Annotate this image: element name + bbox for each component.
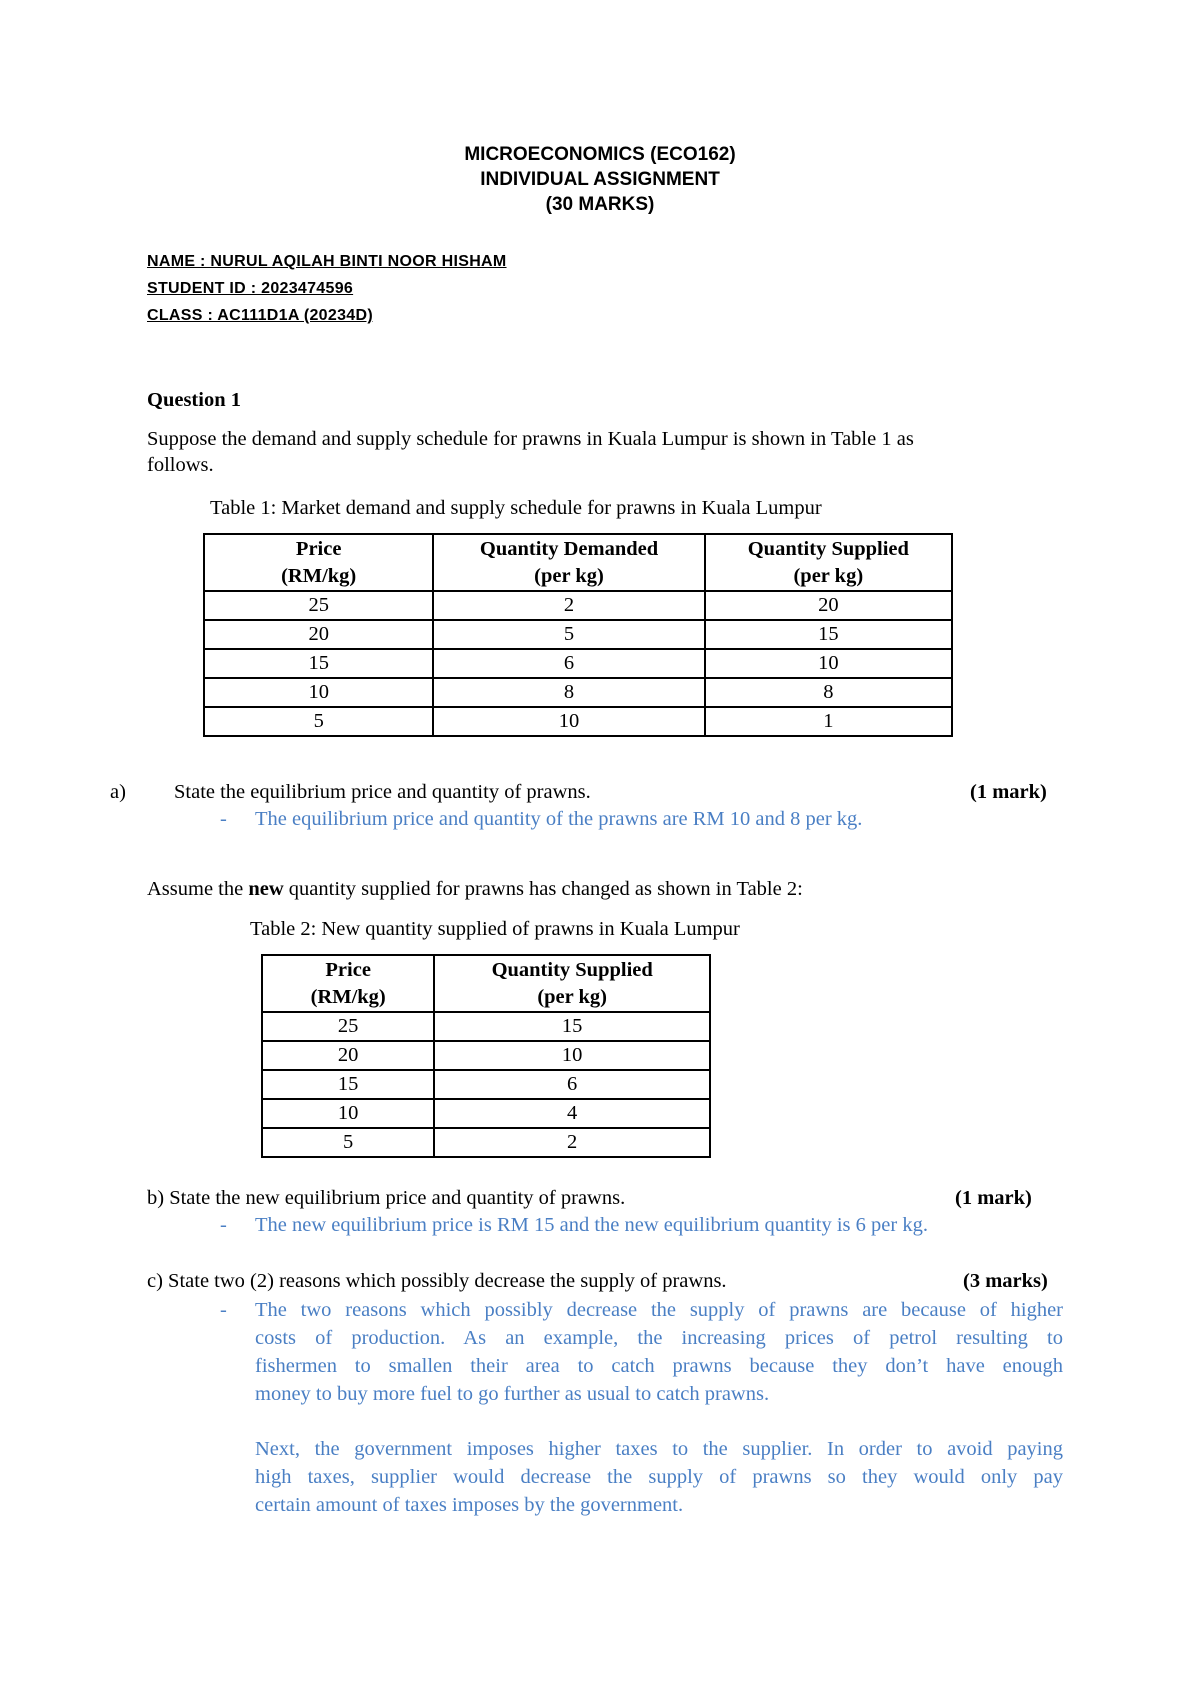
table-cell: 15 bbox=[705, 620, 952, 649]
table-cell: 20 bbox=[262, 1041, 434, 1070]
table-cell: 1 bbox=[705, 707, 952, 736]
title-line-1: MICROECONOMICS (ECO162) bbox=[464, 144, 736, 165]
table-row bbox=[204, 678, 952, 707]
part-b-marks: (1 mark) bbox=[955, 1187, 1032, 1209]
student-class: CLASS : AC111D1A (20234D) bbox=[147, 307, 373, 324]
part-a-label: a) bbox=[110, 781, 126, 803]
table-cell: 10 bbox=[262, 1099, 434, 1128]
table-cell: 5 bbox=[433, 620, 704, 649]
student-id: STUDENT ID : 2023474596 bbox=[147, 280, 354, 297]
student-name: NAME : NURUL AQILAH BINTI NOOR HISHAM bbox=[147, 253, 507, 270]
question-heading: Question 1 bbox=[147, 389, 241, 411]
table-cell: 20 bbox=[705, 591, 952, 620]
table-cell: 6 bbox=[434, 1070, 710, 1099]
part-c-answer-paragraph-1: The two reasons which possibly decrease the supply of prawns are because of higher costs of production. As an example, the increasing prices of petrol resulting to fishermen to smallen their area to catch prawns because they don’t have enough money to buy more fuel to go further as usual to catch prawns. bbox=[255, 1299, 1063, 1405]
table-cell: 15 bbox=[204, 649, 433, 678]
part-c-answer-paragraph-2: Next, the government imposes higher taxes to the supplier. In order to avoid paying high taxes, supplier would decrease the supply of prawns so they would only pay certain amount of taxes imposes by the government. bbox=[255, 1438, 1063, 1516]
question-intro bbox=[147, 425, 1067, 479]
intro-line-2: follows. bbox=[147, 454, 214, 476]
table-cell: 15 bbox=[434, 1012, 710, 1041]
table-cell: 10 bbox=[434, 1041, 710, 1070]
table-cell: 10 bbox=[705, 649, 952, 678]
table-cell: 4 bbox=[434, 1099, 710, 1128]
table1-header-row bbox=[204, 534, 952, 591]
table-cell: 20 bbox=[204, 620, 433, 649]
table-cell: 10 bbox=[433, 707, 704, 736]
part-b-question: b) State the new equilibrium price and quantity of prawns. bbox=[147, 1187, 626, 1209]
table-cell: 25 bbox=[204, 591, 433, 620]
table1-caption: Table 1: Market demand and supply schedule for prawns in Kuala Lumpur bbox=[210, 497, 822, 519]
table-row bbox=[262, 1099, 710, 1128]
table-cell: 6 bbox=[433, 649, 704, 678]
part-b-dash: - bbox=[220, 1214, 227, 1236]
table2-header-row bbox=[262, 955, 710, 1012]
part-b-answer: The new equilibrium price is RM 15 and the new equilibrium quantity is 6 per kg. bbox=[255, 1214, 928, 1236]
table-row bbox=[204, 620, 952, 649]
table2-header-price: Price (RM/kg) bbox=[262, 955, 434, 1012]
table1-header-qs: Quantity Supplied (per kg) bbox=[705, 534, 952, 591]
table1-header-price: Price (RM/kg) bbox=[204, 534, 433, 591]
part-a-dash: - bbox=[220, 808, 227, 830]
part-c-dash: - bbox=[220, 1299, 227, 1321]
table-cell: 2 bbox=[433, 591, 704, 620]
intro-line-1: Suppose the demand and supply schedule for prawns in Kuala Lumpur is shown in Table 1 as bbox=[147, 428, 914, 450]
table-cell: 25 bbox=[262, 1012, 434, 1041]
table2-header-qs: Quantity Supplied (per kg) bbox=[434, 955, 710, 1012]
table-row bbox=[262, 1041, 710, 1070]
table1-header-qd: Quantity Demanded (per kg) bbox=[433, 534, 704, 591]
table-row bbox=[204, 707, 952, 736]
table2 bbox=[261, 954, 711, 1158]
table-row bbox=[262, 1012, 710, 1041]
table-cell: 10 bbox=[204, 678, 433, 707]
table2-intro: Assume the new quantity supplied for prawns has changed as shown in Table 2: bbox=[147, 878, 803, 900]
table-cell: 8 bbox=[705, 678, 952, 707]
title-line-2: INDIVIDUAL ASSIGNMENT bbox=[480, 169, 720, 190]
table-cell: 5 bbox=[204, 707, 433, 736]
table1 bbox=[203, 533, 953, 737]
part-a-question: State the equilibrium price and quantity of prawns. bbox=[174, 781, 591, 803]
part-c-question: c) State two (2) reasons which possibly decrease the supply of prawns. bbox=[147, 1270, 727, 1292]
table-row bbox=[262, 1128, 710, 1157]
table-cell: 15 bbox=[262, 1070, 434, 1099]
part-a-answer: The equilibrium price and quantity of the prawns are RM 10 and 8 per kg. bbox=[255, 808, 863, 830]
document-title bbox=[0, 142, 1200, 217]
table-row bbox=[204, 591, 952, 620]
emphasis-new: new bbox=[248, 878, 284, 900]
table-cell: 5 bbox=[262, 1128, 434, 1157]
table2-caption: Table 2: New quantity supplied of prawns in Kuala Lumpur bbox=[250, 918, 740, 940]
table-row bbox=[204, 649, 952, 678]
table-row bbox=[262, 1070, 710, 1099]
title-line-3: (30 MARKS) bbox=[545, 194, 655, 215]
part-c-marks: (3 marks) bbox=[963, 1270, 1048, 1292]
part-a-marks: (1 mark) bbox=[970, 781, 1047, 803]
table-cell: 2 bbox=[434, 1128, 710, 1157]
table-cell: 8 bbox=[433, 678, 704, 707]
